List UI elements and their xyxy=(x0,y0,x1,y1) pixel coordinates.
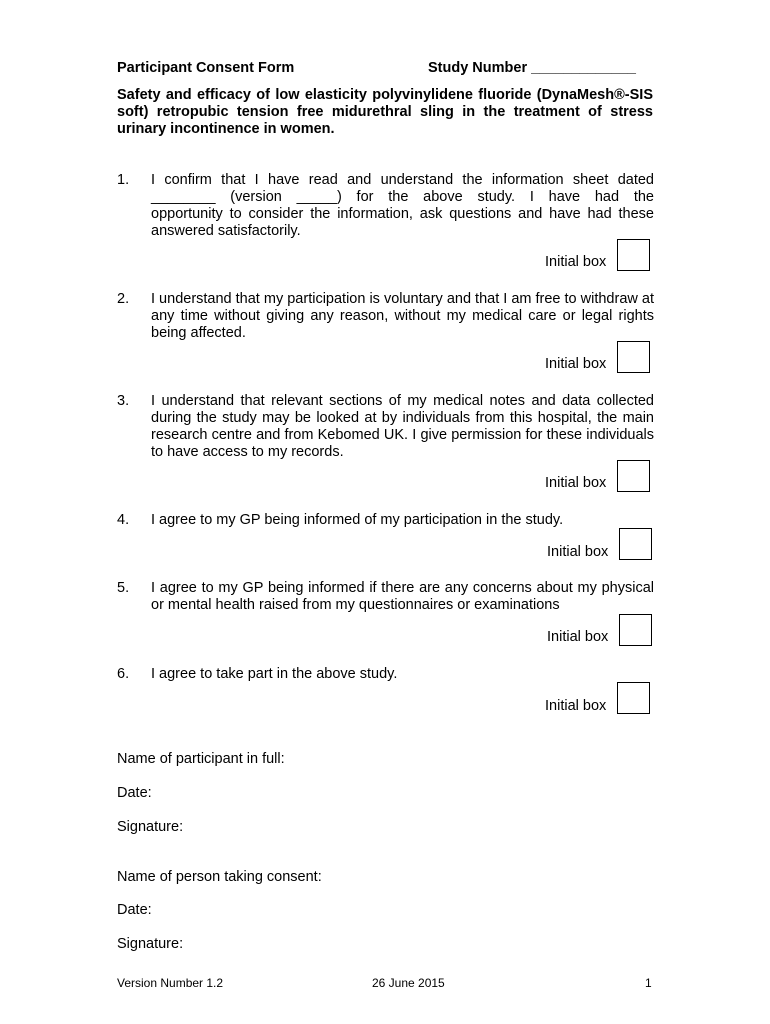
form-title: Participant Consent Form xyxy=(117,60,295,76)
item-5-initial-label: Initial box xyxy=(547,629,609,645)
participant-name-label: Name of participant in full: xyxy=(117,751,285,767)
item-2-initial-box[interactable] xyxy=(617,341,650,373)
footer-version: Version Number 1.2 xyxy=(117,976,224,990)
study-number-field[interactable]: Study Number _____________ xyxy=(428,60,636,76)
item-4-initial-box[interactable] xyxy=(619,528,652,560)
item-1-initial-box[interactable] xyxy=(617,239,650,271)
item-5-text: I agree to my GP being informed if there are any concerns about my physical or mental health raised from my questionnaires or examinations xyxy=(151,580,654,613)
item-6-number: 6. xyxy=(117,666,130,682)
item-3-text: I understand that relevant sections of my medical notes and data collected during the study may be looked at by individuals from this hospital, the main research centre and from Kebomed UK. I give permission for these individuals to have access to my records. xyxy=(151,393,654,460)
item-3-number: 3. xyxy=(117,393,130,409)
participant-date-label: Date: xyxy=(117,785,152,801)
item-5-number: 5. xyxy=(117,580,130,596)
footer-date: 26 June 2015 xyxy=(372,976,445,990)
item-4-number: 4. xyxy=(117,512,130,528)
item-1-initial-label: Initial box xyxy=(545,254,607,270)
consent-taker-signature-label: Signature: xyxy=(117,936,184,952)
item-6-initial-label: Initial box xyxy=(545,698,607,714)
item-6-initial-box[interactable] xyxy=(617,682,650,714)
item-5-initial-box[interactable] xyxy=(619,614,652,646)
participant-signature-label: Signature: xyxy=(117,819,184,835)
item-2-text: I understand that my participation is voluntary and that I am free to withdraw at any time without giving any reason, without my medical care or legal rights being affected. xyxy=(151,291,654,341)
item-1-text-b: opportunity to consider the information, ask questions and have had these answered satisfactorily. xyxy=(151,206,654,239)
consent-taker-name-label: Name of person taking consent: xyxy=(117,869,322,885)
item-2-initial-label: Initial box xyxy=(545,356,607,372)
item-1-text-a: I confirm that I have read and understand the information sheet dated ________ (version _____) for the above study. I have had the xyxy=(151,172,654,205)
item-3-initial-box[interactable] xyxy=(617,460,650,492)
study-title: Safety and efficacy of low elasticity polyvinylidene fluoride (DynaMesh®-SIS soft) retropubic tension free midurethral sling in the treatment of stress urinary incontinence in women. xyxy=(117,87,653,137)
item-4-initial-label: Initial box xyxy=(547,544,609,560)
footer-page-number: 1 xyxy=(645,976,652,990)
item-3-initial-label: Initial box xyxy=(545,475,607,491)
item-6-text: I agree to take part in the above study. xyxy=(151,666,398,682)
item-2-number: 2. xyxy=(117,291,130,307)
consent-taker-date-label: Date: xyxy=(117,902,152,918)
item-1-number: 1. xyxy=(117,172,130,188)
item-4-text: I agree to my GP being informed of my participation in the study. xyxy=(151,512,564,528)
